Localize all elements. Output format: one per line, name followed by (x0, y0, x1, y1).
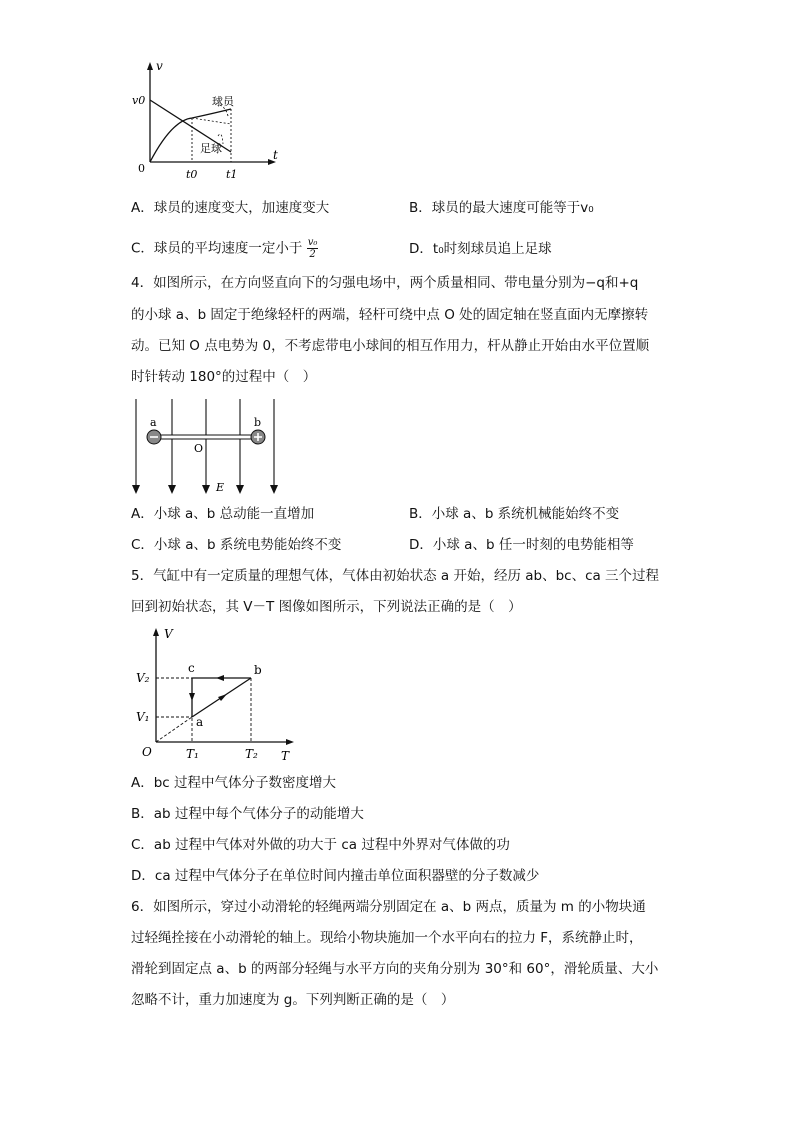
q4-line-2: 的小球 a、b 固定于绝缘轻杆的两端，轻杆可绕中点 O 处的固定轴在竖直面内无摩擦转 (131, 307, 649, 323)
field-arrows (132, 485, 278, 494)
q6-line-4: 忽略不计，重力加速度为 g。下列判断正确的是（ ） (131, 992, 455, 1008)
q4-option-d: D．小球 a、b 任一时刻的电势能相等 (409, 537, 634, 553)
origin-label: O (142, 745, 152, 759)
q6-line-1: 6．如图所示，穿过小动滑轮的轻绳两端分别固定在 a、b 两点，质量为 m 的小物块通 (131, 899, 646, 915)
origin-label: 0 (138, 162, 145, 175)
q4-line-1: 4．如图所示，在方向竖直向下的匀强电场中，两个质量相同、带电量分别为−q和+q (131, 275, 639, 291)
q3-option-a: A．球员的速度变大，加速度变大 (131, 200, 330, 216)
electric-field-figure (128, 397, 288, 497)
q5-line-2: 回到初始状态，其 V－T 图像如图所示，下列说法正确的是（ ） (131, 599, 522, 615)
v0-label: v0 (132, 94, 146, 107)
t2-label: T₂ (245, 747, 258, 761)
t-axis-label: T (281, 749, 290, 763)
v-axis-label: V (164, 627, 173, 641)
t1-label: T₁ (186, 747, 199, 761)
q5-option-c: C．ab 过程中气体对外做的功大于 ca 过程中外界对气体做的功 (131, 837, 510, 853)
volume-temperature-graph (130, 624, 300, 766)
player-label: 球员 (212, 95, 234, 108)
ball-label: 足球 (200, 142, 222, 155)
v-axis-arrow (147, 62, 153, 70)
q4-option-a: A．小球 a、b 总动能一直增加 (131, 506, 315, 522)
q3-option-c-fraction (307, 237, 319, 260)
process-ab-arrow (218, 694, 227, 701)
t0-label: t0 (186, 168, 198, 181)
q3-option-c-text: C．球员的平均速度一定小于 (131, 240, 303, 257)
ball-b-label: b (254, 416, 262, 429)
fraction-denominator: 2 (309, 249, 316, 260)
q4-line-3: 动。已知 O 点电势为 0，不考虑带电小球间的相互作用力，杆从静止开始由水平位置顺 (131, 338, 650, 354)
pivot-label: O (194, 442, 204, 455)
cross-dashed (192, 118, 231, 124)
v-axis-arrow (153, 628, 159, 636)
q4-line-4: 时针转动 180°的过程中（ ） (131, 369, 317, 385)
insulating-rod (158, 435, 254, 439)
q4-option-c: C．小球 a、b 系统电势能始终不变 (131, 537, 342, 553)
q6-line-3: 滑轮到固定点 a、b 的两部分轻绳与水平方向的夹角分别为 30°和 60°，滑轮质量、大小 (131, 961, 659, 977)
q6-line-2: 过轻绳拴接在小动滑轮的轴上。现给小物块施加一个水平向右的拉力 F，系统静止时， (131, 930, 643, 946)
velocity-time-graph (130, 58, 290, 186)
v2-label: V₂ (136, 671, 150, 685)
fraction-numerator: v₀ (307, 237, 318, 248)
state-a-label: a (196, 715, 204, 729)
field-label: E (216, 481, 225, 494)
t-axis-label: t (273, 148, 278, 162)
process-bc-arrow (216, 675, 224, 681)
ball-a-label: a (150, 416, 157, 429)
q5-line-1: 5．气缸中有一定质量的理想气体，气体由初始状态 a 开始，经历 ab、bc、ca 三个过程 (131, 568, 660, 584)
state-c-label: c (188, 661, 195, 675)
state-b-label: b (254, 663, 262, 677)
process-ca-arrow (189, 693, 195, 701)
q5-option-b: B．ab 过程中每个气体分子的动能增大 (131, 806, 364, 822)
v1-label: V₁ (136, 710, 150, 724)
t1-label: t1 (226, 168, 238, 181)
q5-option-a: A．bc 过程中气体分子数密度增大 (131, 775, 337, 791)
q3-option-d: D．t₀时刻球员追上足球 (409, 241, 552, 257)
t-axis-arrow (286, 739, 294, 745)
v-axis-label: v (156, 59, 163, 73)
field-lines (136, 399, 274, 489)
q3-option-c (131, 237, 318, 260)
q3-option-b: B．球员的最大速度可能等于v₀ (409, 200, 594, 216)
q5-option-d: D．ca 过程中气体分子在单位时间内撞击单位面积器壁的分子数减少 (131, 868, 540, 884)
origin-to-a-dashed (156, 717, 192, 742)
q4-option-b: B．小球 a、b 系统机械能始终不变 (409, 506, 620, 522)
